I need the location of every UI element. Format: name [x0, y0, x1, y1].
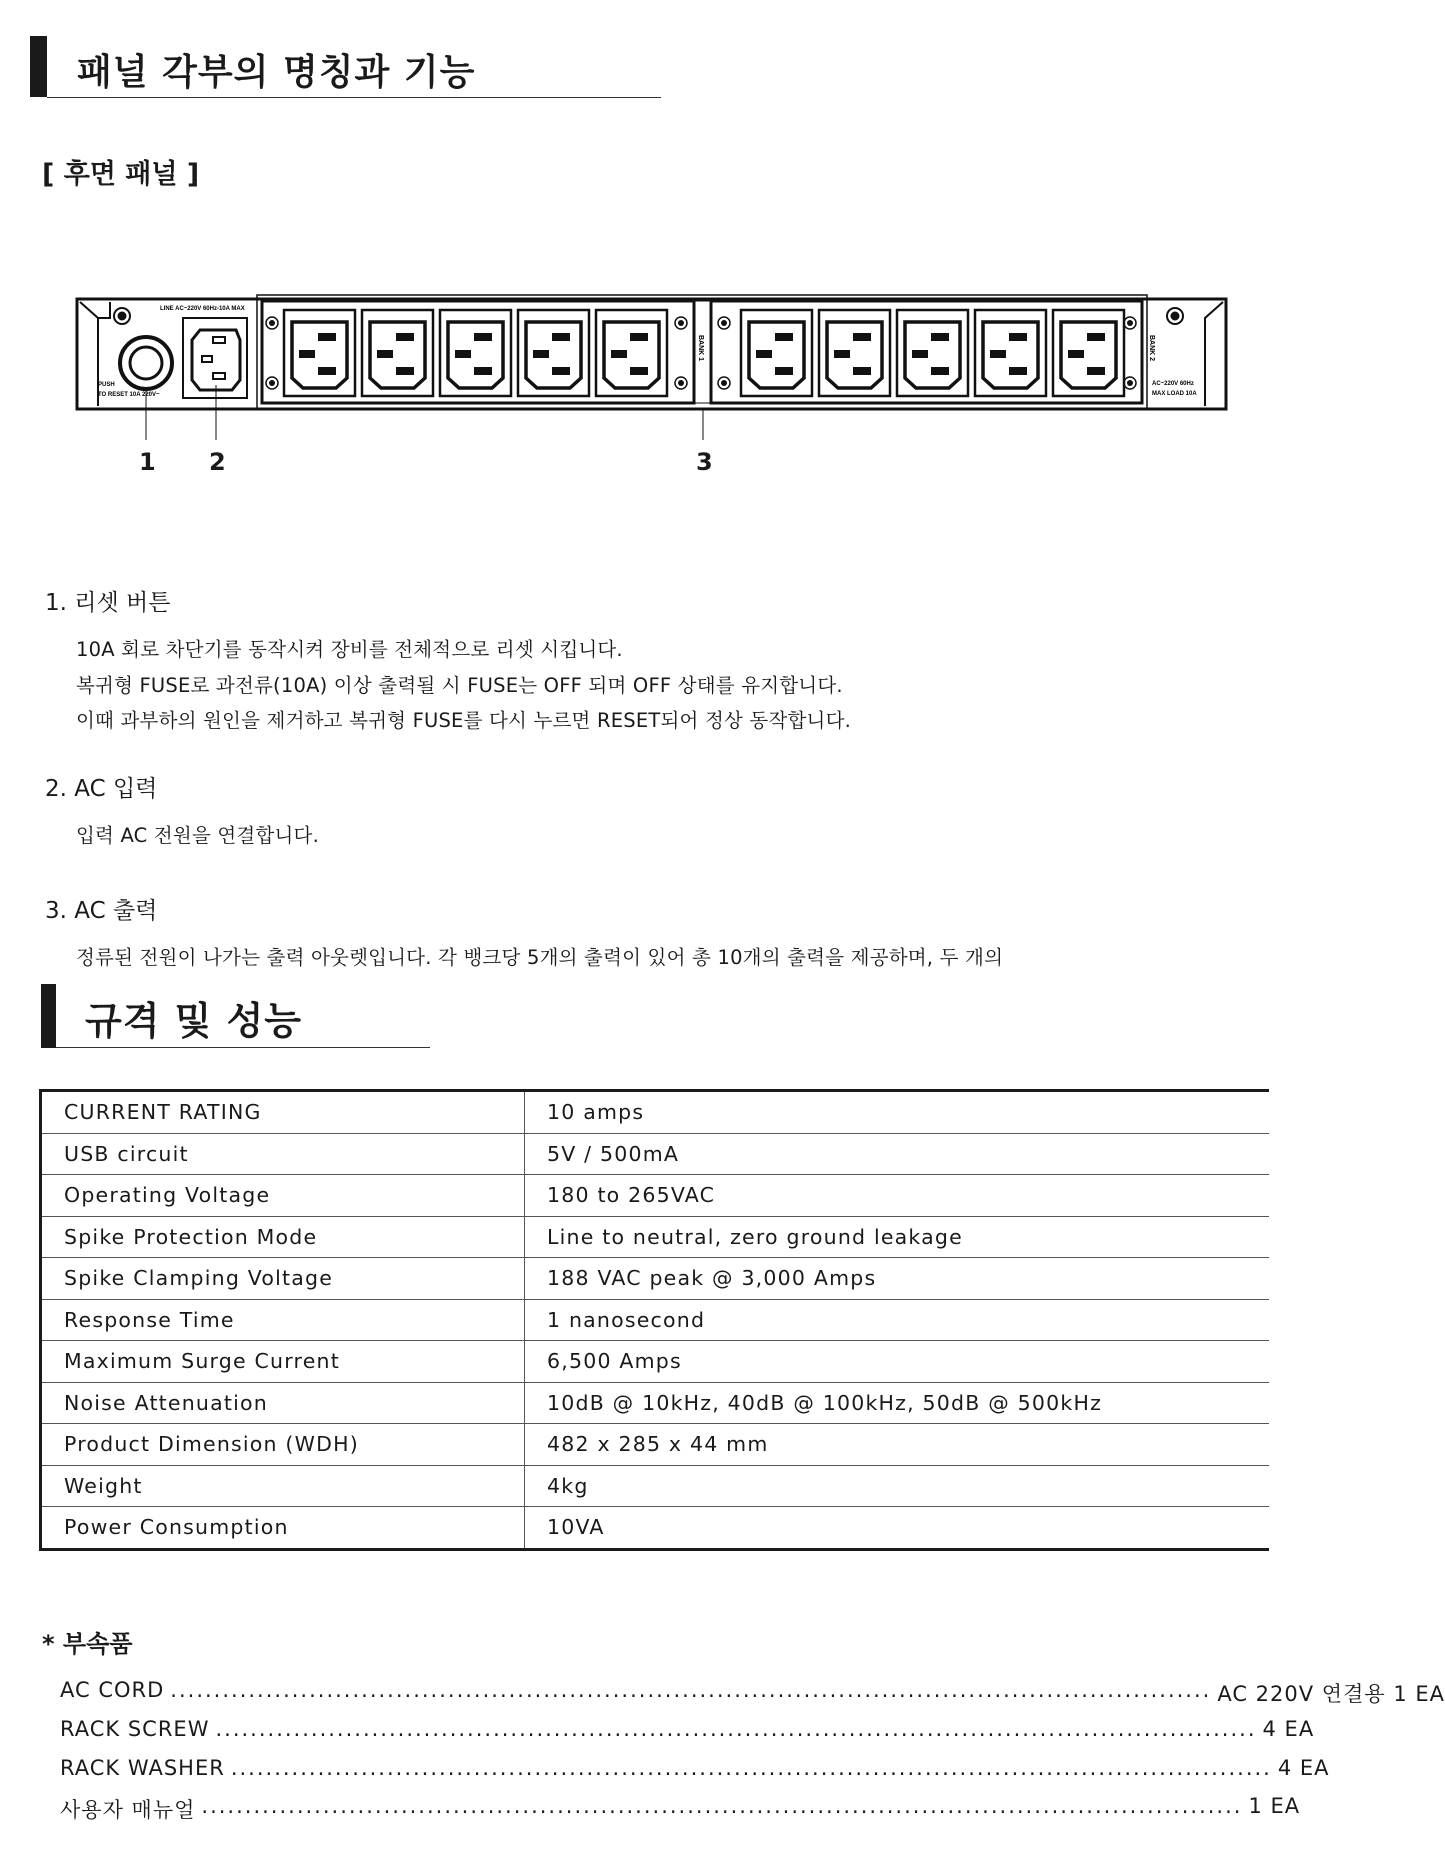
spec-label: Power Consumption	[41, 1507, 525, 1550]
subsection-title: [ 후면 패널 ]	[42, 159, 200, 190]
ac-outlet-icon	[362, 310, 433, 396]
item-heading-reset: 1. 리셋 버튼	[45, 590, 171, 616]
item-heading-ac-input: 2. AC 입력	[45, 776, 158, 802]
spec-label: Spike Protection Mode	[41, 1216, 525, 1258]
table-row	[41, 1507, 1270, 1550]
spec-value: 482 x 285 x 44 mm	[525, 1424, 1270, 1466]
spec-label: Product Dimension (WDH)	[41, 1424, 525, 1466]
accessory-quantity: 1 EA	[1248, 1794, 1301, 1818]
spec-value: 180 to 265VAC	[525, 1175, 1270, 1217]
section-marker	[41, 984, 56, 1048]
accessories-title: * 부속품	[42, 1630, 133, 1658]
accessory-name: RACK WASHER	[60, 1756, 225, 1780]
section-title: 패널 각부의 명칭과 기능	[77, 52, 476, 93]
ac-outlet-icon	[975, 310, 1046, 396]
reset-button-icon	[120, 337, 172, 389]
table-row	[41, 1175, 1270, 1217]
max-load-label: MAX LOAD 10A	[1152, 391, 1197, 397]
table-row	[41, 1258, 1270, 1300]
callout-1: 1	[139, 448, 156, 476]
accessory-name: 사용자 매뉴얼	[60, 1798, 196, 1822]
spec-label: Weight	[41, 1465, 525, 1507]
dot-leader: ........................................................................................................................	[230, 1756, 1272, 1780]
spec-value: 1 nanosecond	[525, 1299, 1270, 1341]
table-row	[41, 1216, 1270, 1258]
list-item	[60, 1794, 1301, 1824]
callout-lines	[146, 385, 703, 440]
screw-icon	[266, 317, 278, 329]
screw-icon	[266, 377, 278, 389]
list-item	[60, 1756, 1330, 1780]
table-row	[41, 1091, 1270, 1134]
spec-value: Line to neutral, zero ground leakage	[525, 1216, 1270, 1258]
accessory-quantity: 4 EA	[1277, 1756, 1330, 1780]
spec-label: Noise Attenuation	[41, 1382, 525, 1424]
screw-icon	[718, 377, 730, 389]
dot-leader: ........................................................................................................................	[215, 1717, 1257, 1741]
screw-icon	[1124, 377, 1136, 389]
section-marker	[30, 36, 47, 97]
spec-label: USB circuit	[41, 1133, 525, 1175]
spec-label: Response Time	[41, 1299, 525, 1341]
accessory-name: AC CORD	[60, 1678, 165, 1702]
spec-value: 10VA	[547, 1515, 605, 1540]
table-row	[41, 1382, 1270, 1424]
ac-outlet-icon	[440, 310, 511, 396]
spec-label: CURRENT RATING	[41, 1091, 525, 1134]
screw-icon	[114, 308, 130, 324]
spec-value: 5V / 500mA	[525, 1133, 1270, 1175]
screw-icon	[1167, 308, 1183, 324]
ac-outlet-icon	[284, 310, 355, 396]
accessory-quantity: AC 220V 연결용 1 EA	[1217, 1682, 1445, 1706]
callout-3: 3	[696, 448, 713, 476]
spec-label: Maximum Surge Current	[41, 1341, 525, 1383]
item-text: 복귀형 FUSE로 과전류(10A) 이상 출력될 시 FUSE는 OFF 되며 OFF 상태를 유지합니다.	[76, 674, 843, 697]
item-text: 10A 회로 차단기를 동작시켜 장비를 전체적으로 리셋 시킵니다.	[76, 638, 623, 661]
accessory-name: RACK SCREW	[60, 1717, 210, 1741]
spec-label: Spike Clamping Voltage	[41, 1258, 525, 1300]
divider	[56, 1047, 430, 1048]
ac-outlet-icon	[819, 310, 890, 396]
spec-value: 6,500 Amps	[525, 1341, 1270, 1383]
screw-icon	[675, 317, 687, 329]
spec-label: Operating Voltage	[41, 1175, 525, 1217]
table-row	[41, 1465, 1270, 1507]
ac-outlet-icon	[518, 310, 589, 396]
push-label: PUSH	[98, 382, 115, 388]
ac-outlet-icon	[596, 310, 667, 396]
ac-outlet-icon	[897, 310, 968, 396]
bank1-label: BANK 1	[697, 335, 704, 362]
table-row	[41, 1299, 1270, 1341]
reset-rating-label: TO RESET 10A 220V~	[98, 392, 160, 398]
ac-outlet-icon	[1053, 310, 1124, 396]
screw-icon	[675, 377, 687, 389]
spec-value: 4kg	[525, 1465, 1270, 1507]
table-row	[41, 1341, 1270, 1383]
ac-outlet-icon	[741, 310, 812, 396]
item-text: 이때 과부하의 원인을 제거하고 복귀형 FUSE를 다시 누르면 RESET되어 정상 동작합니다.	[76, 709, 851, 732]
spec-table	[39, 1089, 1269, 1551]
section-title: 규격 및 성능	[85, 999, 302, 1043]
accessory-quantity: 4 EA	[1262, 1717, 1315, 1741]
item-heading-ac-output: 3. AC 출력	[45, 898, 158, 924]
ac-inlet-icon	[183, 318, 247, 398]
list-item	[60, 1717, 1315, 1741]
spec-value: 10dB @ 10kHz, 40dB @ 100kHz, 50dB @ 500kHz	[525, 1382, 1270, 1424]
input-rating-label: LINE AC~220V 60Hz-10A MAX	[160, 306, 245, 312]
item-text: 입력 AC 전원을 연결합니다.	[76, 824, 319, 847]
spec-value: 10 amps	[525, 1091, 1270, 1134]
screw-icon	[718, 317, 730, 329]
list-item	[60, 1678, 1445, 1708]
dot-leader: ........................................................................................................................	[201, 1794, 1243, 1818]
table-row	[41, 1424, 1270, 1466]
spec-value: 188 VAC peak @ 3,000 Amps	[525, 1258, 1270, 1300]
bank2-label: BANK 2	[1148, 335, 1155, 362]
screw-icon	[1124, 317, 1136, 329]
output-rating-label: AC~220V 60Hz	[1152, 381, 1194, 387]
item-text: 정류된 전원이 나가는 출력 아웃렛입니다. 각 뱅크당 5개의 출력이 있어 총 10개의 출력을 제공하며, 두 개의	[76, 946, 1004, 969]
dot-leader: ........................................................................................................................	[170, 1678, 1212, 1702]
callout-2: 2	[209, 448, 226, 476]
divider	[47, 97, 661, 98]
table-row	[41, 1133, 1270, 1175]
rear-panel-diagram	[0, 280, 1251, 480]
